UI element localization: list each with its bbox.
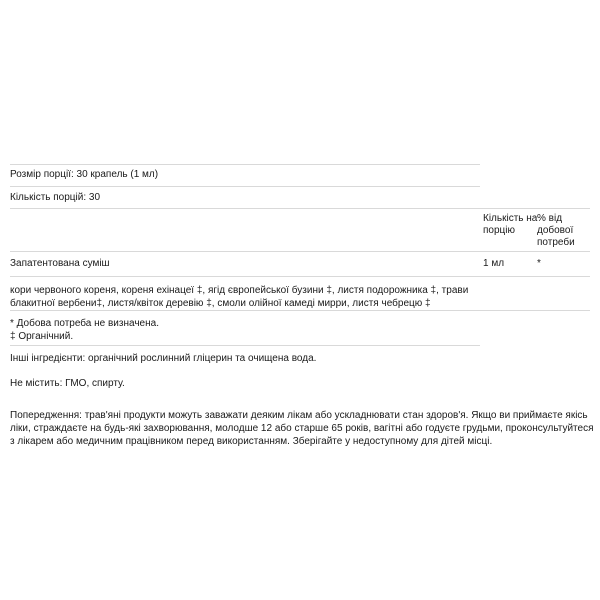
warning-text: Попередження: трав'яні продукти можуть заважати деяким лікам або ускладнювати стан здоров'я. Якщо ви приймаєте якісь ліки, страждаєте на будь-які захворювання, молодше 12 або старше 65 років, вагітні або годуєте грудьми, проконсультуйтеся з лікарем або медичним працівником перед використанням. Зберігайте у недоступному для дітей місці. bbox=[10, 410, 594, 447]
organic-note: ‡ Органічний. bbox=[10, 331, 74, 342]
other-ingredients: Інші інгредієнти: органічний рослинний гліцерин та очищена вода. bbox=[10, 353, 317, 364]
servings-per-container: Кількість порцій: 30 bbox=[10, 186, 480, 209]
blend-name: Запатентована суміш bbox=[10, 258, 110, 269]
serving-size: Розмір порції: 30 крапель (1 мл) bbox=[10, 169, 159, 180]
proprietary-blend-row bbox=[10, 251, 590, 277]
bottom-divider bbox=[10, 345, 480, 346]
blend-daily-value: * bbox=[537, 258, 541, 269]
supplement-facts-panel bbox=[10, 164, 480, 209]
blend-amount: 1 мл bbox=[483, 258, 505, 269]
blend-ingredients: кори червоного кореня, кореня ехінацеї ‡, ягід європейської бузини ‡, листя подорожника ‡, трави блакитної вербени‡, листя/квіток деревію ‡, смоли олійної камеді мирри, листя чебрецю ‡ bbox=[10, 285, 469, 309]
footnotes bbox=[10, 310, 590, 350]
daily-value-header: % від добової потреби bbox=[537, 213, 575, 248]
dv-not-established-note: * Добова потреба не визначена. bbox=[10, 318, 159, 329]
free-of: Не містить: ГМО, спирту. bbox=[10, 378, 125, 389]
amount-per-serving-header: Кількість на порцію bbox=[483, 213, 538, 236]
column-header bbox=[10, 208, 590, 251]
